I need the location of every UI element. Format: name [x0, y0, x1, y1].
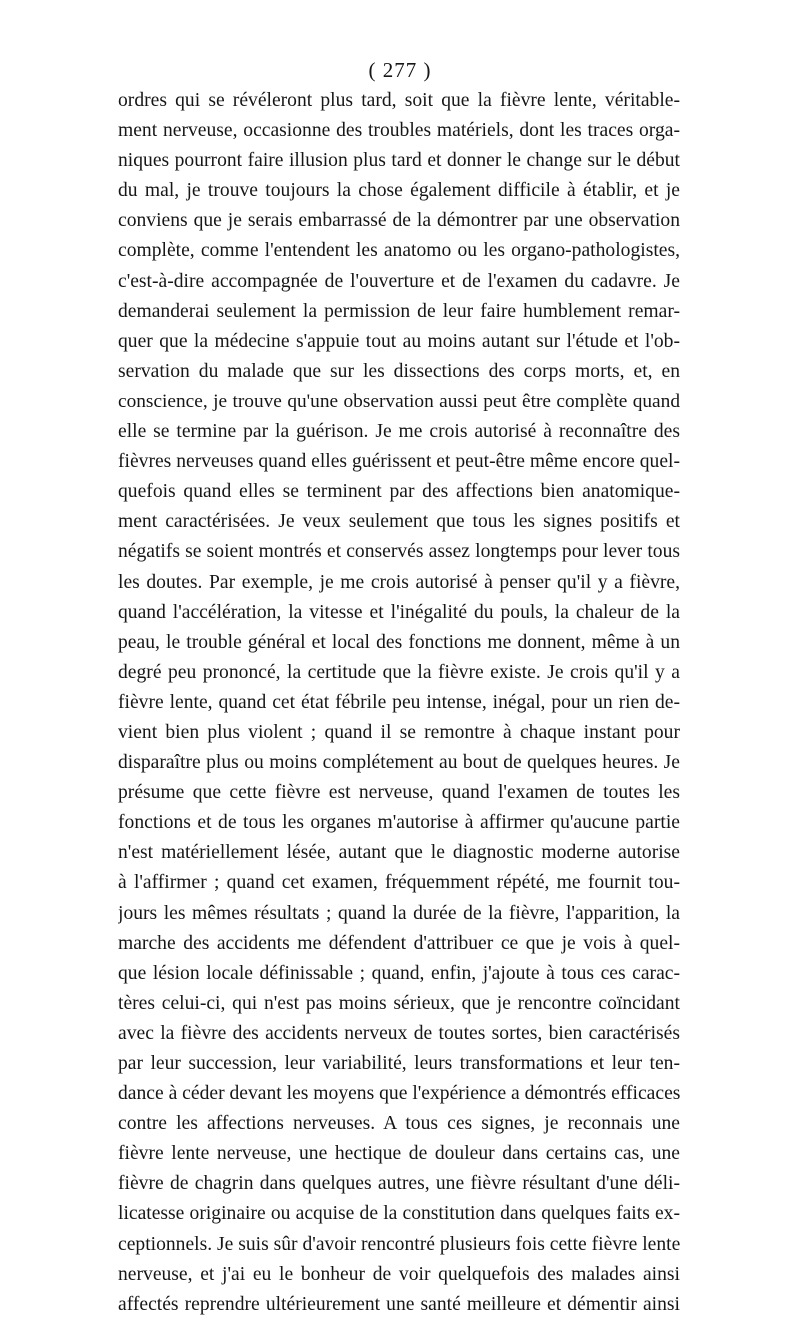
text-line: elle se termine par la guérison. Je me crois autorisé à reconnaître des — [118, 421, 680, 443]
text-line: nerveuse, et j'ai eu le bonheur de voir quelquefois des malades ainsi — [118, 1263, 680, 1285]
text-line: dance à céder devant les moyens que l'expérience a démontrés efficaces — [118, 1083, 680, 1105]
text-line: degré peu prononcé, la certitude que la fièvre existe. Je crois qu'il y a — [118, 661, 680, 683]
text-line: complète, comme l'entendent les anatomo ou les organo-pathologistes, — [118, 240, 680, 262]
text-line: jours les mêmes résultats ; quand la durée de la fièvre, l'apparition, la — [118, 902, 680, 924]
text-line: licatesse originaire ou acquise de la constitution dans quelques faits ex- — [118, 1203, 680, 1225]
text-line: tères celui-ci, qui n'est pas moins sérieux, que je rencontre coïncidant — [118, 992, 680, 1014]
text-line: n'est matériellement lésée, autant que le diagnostic moderne autorise — [118, 842, 680, 864]
text-line: quer que la médecine s'appuie tout au moins autant sur l'étude et l'ob- — [118, 330, 680, 352]
text-line: contre les affections nerveuses. A tous ces signes, je reconnais une — [118, 1113, 680, 1135]
text-line: peau, le trouble général et local des fonctions me donnent, même à un — [118, 631, 680, 653]
text-line: fièvre de chagrin dans quelques autres, une fièvre résultant d'une déli- — [118, 1173, 680, 1195]
text-line: ceptionnels. Je suis sûr d'avoir rencontré plusieurs fois cette fièvre lente — [118, 1233, 680, 1255]
text-line: servation du malade que sur les dissections des corps morts, et, en — [118, 360, 680, 382]
text-line: avec la fièvre des accidents nerveux de toutes sortes, bien caractérisés — [118, 1022, 680, 1044]
text-line: fièvre lente, quand cet état fébrile peu intense, inégal, pour un rien de- — [118, 691, 680, 713]
text-line: fièvres nerveuses quand elles guérissent et peut-être même encore quel- — [118, 451, 680, 473]
text-line: marche des accidents me défendent d'attribuer ce que je vois à quel- — [118, 932, 680, 954]
text-line: par leur succession, leur variabilité, leurs transformations et leur ten- — [118, 1053, 680, 1074]
text-line: conscience, je trouve qu'une observation aussi peut être complète quand — [118, 390, 680, 412]
text-line: fonctions et de tous les organes m'autorise à affirmer qu'aucune partie — [118, 812, 680, 834]
body-text — [118, 86, 680, 1320]
text-line: fièvre lente nerveuse, une hectique de douleur dans certains cas, une — [118, 1143, 680, 1165]
text-line: affectés reprendre ultérieurement une santé meilleure et démentir ainsi — [118, 1293, 680, 1315]
page-number: ( 277 ) — [368, 58, 432, 82]
text-line: négatifs se soient montrés et conservés assez longtemps pour lever tous — [118, 541, 680, 563]
text-line: niques pourront faire illusion plus tard et donner le change sur le début — [118, 150, 680, 172]
text-line: quefois quand elles se terminent par des affections bien anatomique- — [118, 481, 680, 503]
text-line: ordres qui se révéleront plus tard, soit que la fièvre lente, véritable- — [118, 90, 680, 111]
text-line: que lésion locale définissable ; quand, enfin, j'ajoute à tous ces carac- — [118, 962, 680, 984]
text-line: les doutes. Par exemple, je me crois autorisé à penser qu'il y a fièvre, — [118, 571, 680, 593]
text-line: quand l'accélération, la vitesse et l'inégalité du pouls, la chaleur de la — [118, 601, 680, 623]
text-line: à l'affirmer ; quand cet examen, fréquemment répété, me fournit tou- — [118, 872, 680, 894]
text-line: disparaître plus ou moins complétement au bout de quelques heures. Je — [118, 752, 680, 774]
text-line: ment nerveuse, occasionne des troubles matériels, dont les traces orga- — [118, 120, 680, 142]
text-line: ment caractérisées. Je veux seulement que tous les signes positifs et — [118, 511, 680, 533]
text-line: conviens que je serais embarrassé de la démontrer par une observation — [118, 210, 680, 232]
text-line: demanderai seulement la permission de leur faire humblement remar- — [118, 300, 680, 322]
text-line: du mal, je trouve toujours la chose également difficile à établir, et je — [118, 180, 680, 202]
text-line: présume que cette fièvre est nerveuse, quand l'examen de toutes les — [118, 782, 680, 804]
text-line: vient bien plus violent ; quand il se remontre à chaque instant pour — [118, 721, 680, 743]
text-line: c'est-à-dire accompagnée de l'ouverture et de l'examen du cadavre. Je — [118, 270, 680, 292]
